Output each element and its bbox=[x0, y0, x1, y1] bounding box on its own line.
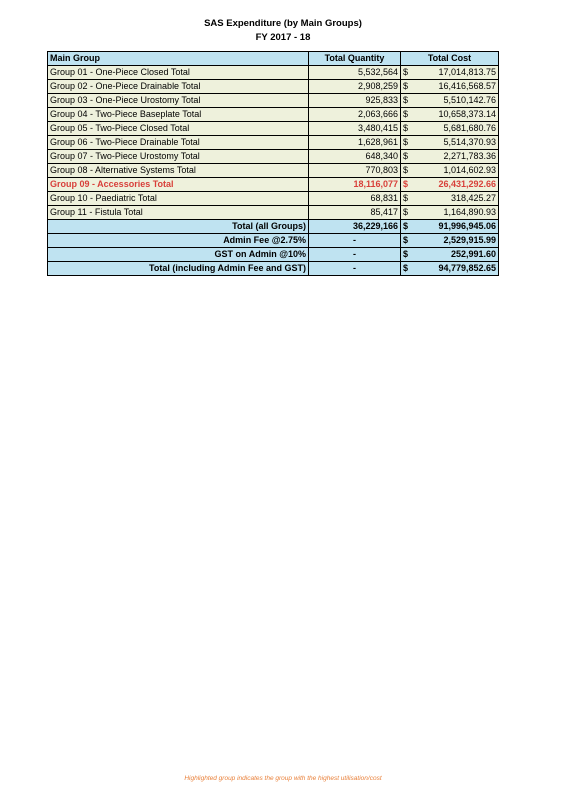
summary-label: Admin Fee @2.75% bbox=[48, 234, 309, 248]
currency-symbol: $ bbox=[401, 150, 415, 164]
group-name: Group 06 - Two-Piece Drainable Total bbox=[48, 136, 309, 150]
summary-row bbox=[48, 220, 499, 234]
summary-label: Total (all Groups) bbox=[48, 220, 309, 234]
summary-label: Total (including Admin Fee and GST) bbox=[48, 262, 309, 276]
total-cost: 5,681,680.76 bbox=[415, 122, 499, 136]
table-row bbox=[48, 136, 499, 150]
summary-quantity: - bbox=[309, 234, 401, 248]
currency-symbol: $ bbox=[401, 234, 415, 248]
column-header-total-cost: Total Cost bbox=[401, 52, 499, 66]
summary-quantity: - bbox=[309, 262, 401, 276]
summary-row bbox=[48, 234, 499, 248]
group-name: Group 02 - One-Piece Drainable Total bbox=[48, 80, 309, 94]
currency-symbol: $ bbox=[401, 122, 415, 136]
group-name: Group 01 - One-Piece Closed Total bbox=[48, 66, 309, 80]
total-cost: 16,416,568.57 bbox=[415, 80, 499, 94]
currency-symbol: $ bbox=[401, 80, 415, 94]
total-quantity: 2,908,259 bbox=[309, 80, 401, 94]
currency-symbol: $ bbox=[401, 192, 415, 206]
footnote: Highlighted group indicates the group with the highest utilisation/cost bbox=[184, 775, 382, 782]
expenditure-table bbox=[47, 51, 499, 276]
currency-symbol: $ bbox=[401, 108, 415, 122]
table-row bbox=[48, 150, 499, 164]
table-row bbox=[48, 80, 499, 94]
total-cost: 5,510,142.76 bbox=[415, 94, 499, 108]
group-name: Group 08 - Alternative Systems Total bbox=[48, 164, 309, 178]
total-quantity: 648,340 bbox=[309, 150, 401, 164]
summary-cost: 91,996,945.06 bbox=[415, 220, 499, 234]
total-quantity: 18,116,077 bbox=[309, 178, 401, 192]
currency-symbol: $ bbox=[401, 136, 415, 150]
total-quantity: 2,063,666 bbox=[309, 108, 401, 122]
currency-symbol: $ bbox=[401, 248, 415, 262]
total-quantity: 68,831 bbox=[309, 192, 401, 206]
total-quantity: 3,480,415 bbox=[309, 122, 401, 136]
total-quantity: 5,532,564 bbox=[309, 66, 401, 80]
summary-row bbox=[48, 248, 499, 262]
currency-symbol: $ bbox=[401, 164, 415, 178]
table-row bbox=[48, 192, 499, 206]
currency-symbol: $ bbox=[401, 206, 415, 220]
total-cost: 17,014,813.75 bbox=[415, 66, 499, 80]
currency-symbol: $ bbox=[401, 66, 415, 80]
column-header-total-quantity: Total Quantity bbox=[309, 52, 401, 66]
group-name: Group 10 - Paediatric Total bbox=[48, 192, 309, 206]
summary-row bbox=[48, 262, 499, 276]
table-row bbox=[48, 108, 499, 122]
table-row bbox=[48, 94, 499, 108]
table-header-row bbox=[48, 52, 499, 66]
currency-symbol: $ bbox=[401, 94, 415, 108]
group-name: Group 11 - Fistula Total bbox=[48, 206, 309, 220]
table-row bbox=[48, 206, 499, 220]
summary-cost: 94,779,852.65 bbox=[415, 262, 499, 276]
total-quantity: 770,803 bbox=[309, 164, 401, 178]
total-cost: 318,425.27 bbox=[415, 192, 499, 206]
table-row bbox=[48, 164, 499, 178]
total-cost: 2,271,783.36 bbox=[415, 150, 499, 164]
group-name: Group 03 - One-Piece Urostomy Total bbox=[48, 94, 309, 108]
summary-quantity: - bbox=[309, 248, 401, 262]
total-quantity: 925,833 bbox=[309, 94, 401, 108]
report-title: SAS Expenditure (by Main Groups) bbox=[204, 18, 362, 29]
total-quantity: 1,628,961 bbox=[309, 136, 401, 150]
group-name: Group 07 - Two-Piece Urostomy Total bbox=[48, 150, 309, 164]
total-cost: 26,431,292.66 bbox=[415, 178, 499, 192]
group-name: Group 09 - Accessories Total bbox=[48, 178, 309, 192]
total-cost: 10,658,373.14 bbox=[415, 108, 499, 122]
currency-symbol: $ bbox=[401, 262, 415, 276]
summary-label: GST on Admin @10% bbox=[48, 248, 309, 262]
report-subtitle: FY 2017 - 18 bbox=[255, 32, 311, 43]
total-quantity: 85,417 bbox=[309, 206, 401, 220]
total-cost: 1,164,890.93 bbox=[415, 206, 499, 220]
total-cost: 1,014,602.93 bbox=[415, 164, 499, 178]
group-name: Group 04 - Two-Piece Baseplate Total bbox=[48, 108, 309, 122]
summary-cost: 2,529,915.99 bbox=[415, 234, 499, 248]
total-cost: 5,514,370.93 bbox=[415, 136, 499, 150]
summary-quantity: 36,229,166 bbox=[309, 220, 401, 234]
currency-symbol: $ bbox=[401, 220, 415, 234]
summary-cost: 252,991.60 bbox=[415, 248, 499, 262]
currency-symbol: $ bbox=[401, 178, 415, 192]
table-row-highlighted bbox=[48, 178, 499, 192]
column-header-main-group: Main Group bbox=[48, 52, 309, 66]
table-row bbox=[48, 66, 499, 80]
table-row bbox=[48, 122, 499, 136]
group-name: Group 05 - Two-Piece Closed Total bbox=[48, 122, 309, 136]
